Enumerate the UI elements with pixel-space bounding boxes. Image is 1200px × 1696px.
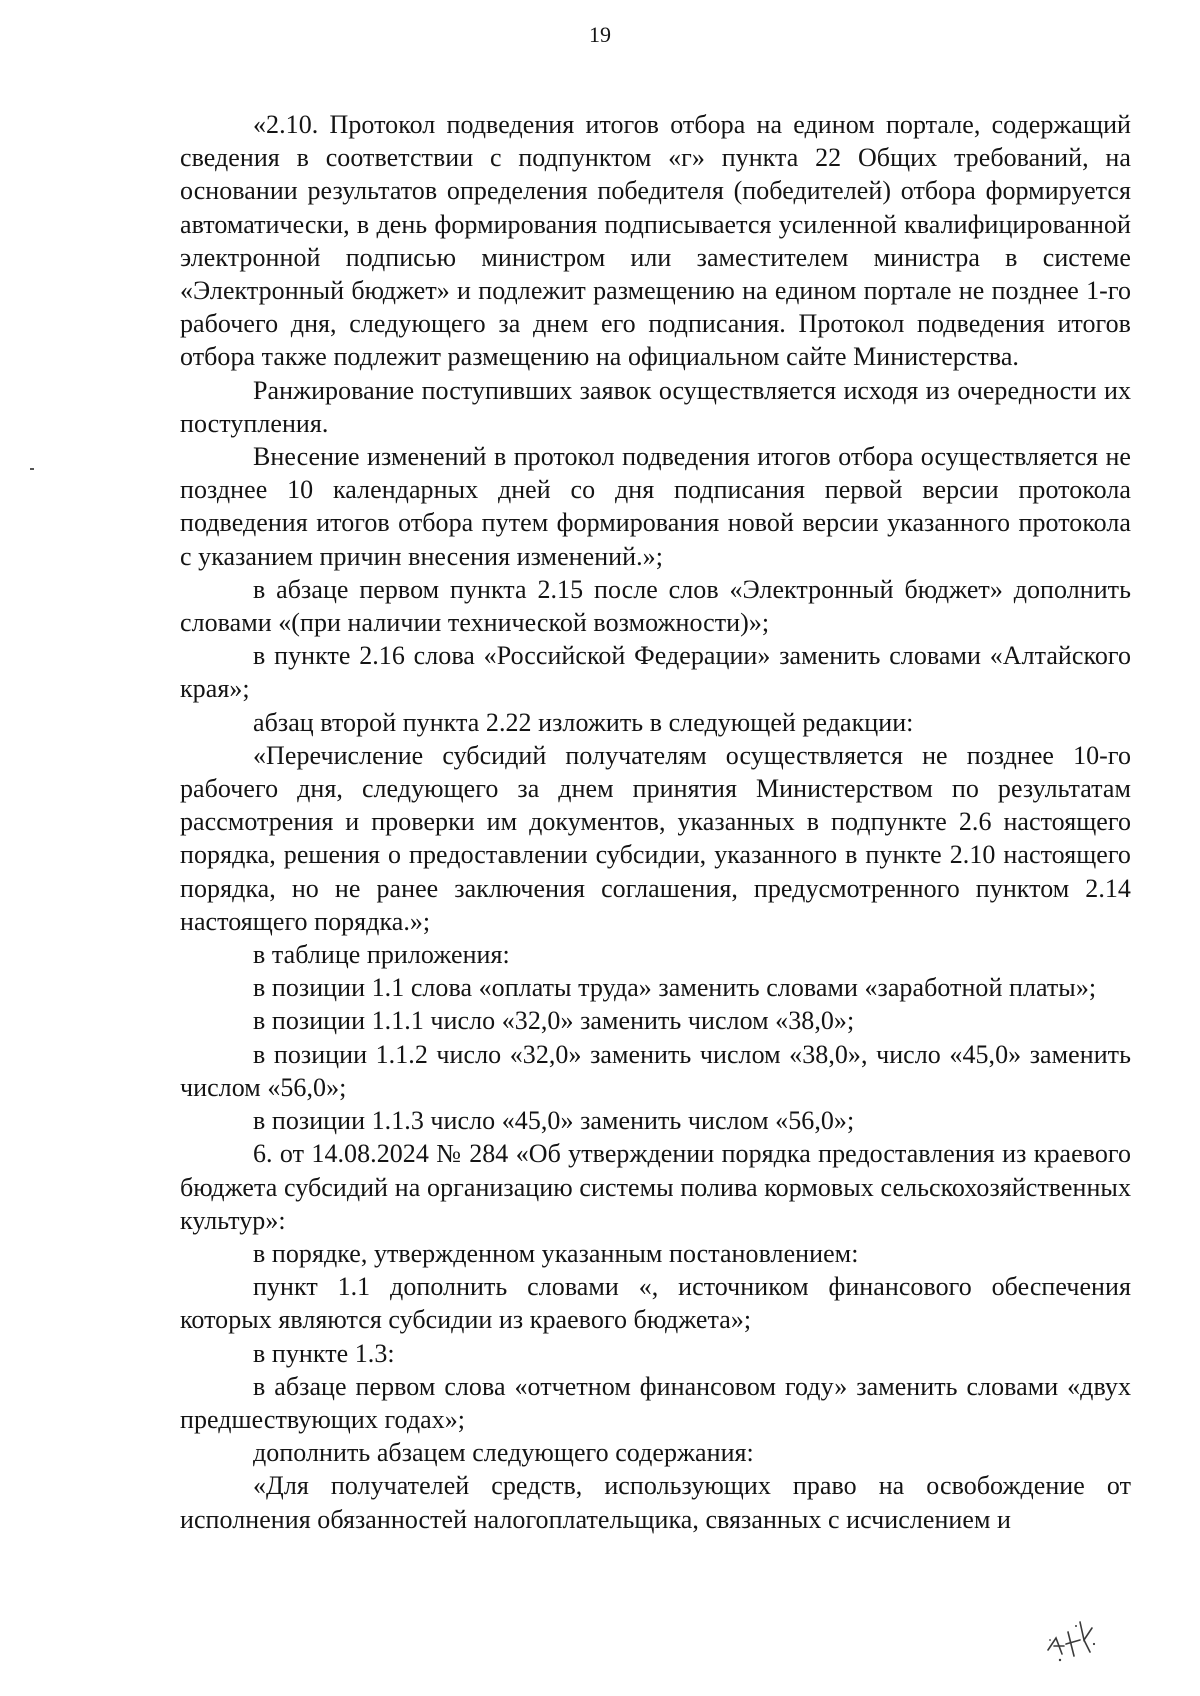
- paragraph-position-1-1-3: в позиции 1.1.3 число «45,0» заменить числом «56,0»;: [253, 1106, 855, 1136]
- paragraph-first-abzac: в абзаце первом слова «отчетном финансовом году» заменить словами «двух предшествующих годах»;: [180, 1371, 1131, 1434]
- page-number: 19: [589, 22, 611, 47]
- initials-stamp-icon: [1040, 1610, 1100, 1666]
- paragraph-position-1-1-1: в позиции 1.1.1 число «32,0» заменить числом «38,0»;: [253, 1006, 855, 1036]
- paragraph-item-2-22: абзац второй пункта 2.22 изложить в следующей редакции:: [253, 707, 914, 737]
- paragraph-protocol-changes: Внесение изменений в протокол подведения итогов отбора осуществляется не позднее 10 календарных дней со дня подписания первой версии протокола подведения итогов отбора путем формирования новой версии указанного протокола с указанием причин внесения изменений.»;: [180, 442, 1131, 571]
- paragraph-item-2-15: в абзаце первом пункта 2.15 после слов «Электронный бюджет» дополнить словами «(при наличии технической возможности)»;: [180, 574, 1131, 638]
- paragraph-item-1-1: пункт 1.1 дополнить словами «, источником финансового обеспечения которых являются субсидии из краевого бюджета»;: [180, 1272, 1131, 1335]
- paragraph-add-abzac: дополнить абзацем следующего содержания:: [253, 1438, 754, 1468]
- paragraph-position-1-1: в позиции 1.1 слова «оплаты труда» заменить словами «заработной платы»;: [253, 973, 1097, 1003]
- paragraph-2-10: «2.10. Протокол подведения итогов отбора на едином портале, содержащий сведения в соответствии с подпунктом «г» пункта 22 Общих требований, на основании результатов определения победителя (победителей) отбора формируется автоматически, в день формирования подписывается усиленной квалифицированной электронной подписью министром или заместителем министра в системе «Электронный бюджет» и подлежит размещению на едином портале не позднее 1-го рабочего дня, следующего за днем его подписания. Протокол подведения итогов отбора также подлежит размещению на официальном сайте Министерства.: [180, 110, 1131, 372]
- paragraph-item-1-3: в пункте 1.3:: [253, 1338, 395, 1368]
- paragraph-position-1-1-2: в позиции 1.1.2 число «32,0» заменить числом «38,0», число «45,0» заменить числом «56,0»;: [180, 1039, 1131, 1102]
- paragraph-appendix-table: в таблице приложения:: [253, 940, 510, 970]
- paragraph-subsidy-transfer: «Перечисление субсидий получателям осуществляется не позднее 10-го рабочего дня, следующего за днем принятия Министерством по результатам рассмотрения и проверки им документов, указанных в подпункте 2.6 настоящего порядка, решения о предоставлении субсидии, указанного в пункте 2.10 настоящего порядка, но не ранее заключения соглашения, предусмотренного пунктом 2.14 настоящего порядка.»;: [180, 740, 1131, 936]
- document-body: [180, 108, 1131, 1536]
- paragraph-resolution-284: 6. от 14.08.2024 № 284 «Об утверждении порядка предоставления из краевого бюджета субсидий на организацию системы полива кормовых сельскохозяйственных культур»:: [180, 1139, 1131, 1235]
- paragraph-recipients: «Для получателей средств, использующих право на освобождение от исполнения обязанностей налогоплательщика, связанных с исчислением и: [180, 1471, 1131, 1534]
- paragraph-order-approved: в порядке, утвержденном указанным постановлением:: [253, 1238, 859, 1268]
- paragraph-ranking: Ранжирование поступивших заявок осуществляется исходя из очередности их поступления.: [180, 375, 1131, 438]
- margin-mark: [30, 468, 34, 470]
- paragraph-item-2-16: в пункте 2.16 слова «Российской Федерации» заменить словами «Алтайского края»;: [180, 641, 1131, 704]
